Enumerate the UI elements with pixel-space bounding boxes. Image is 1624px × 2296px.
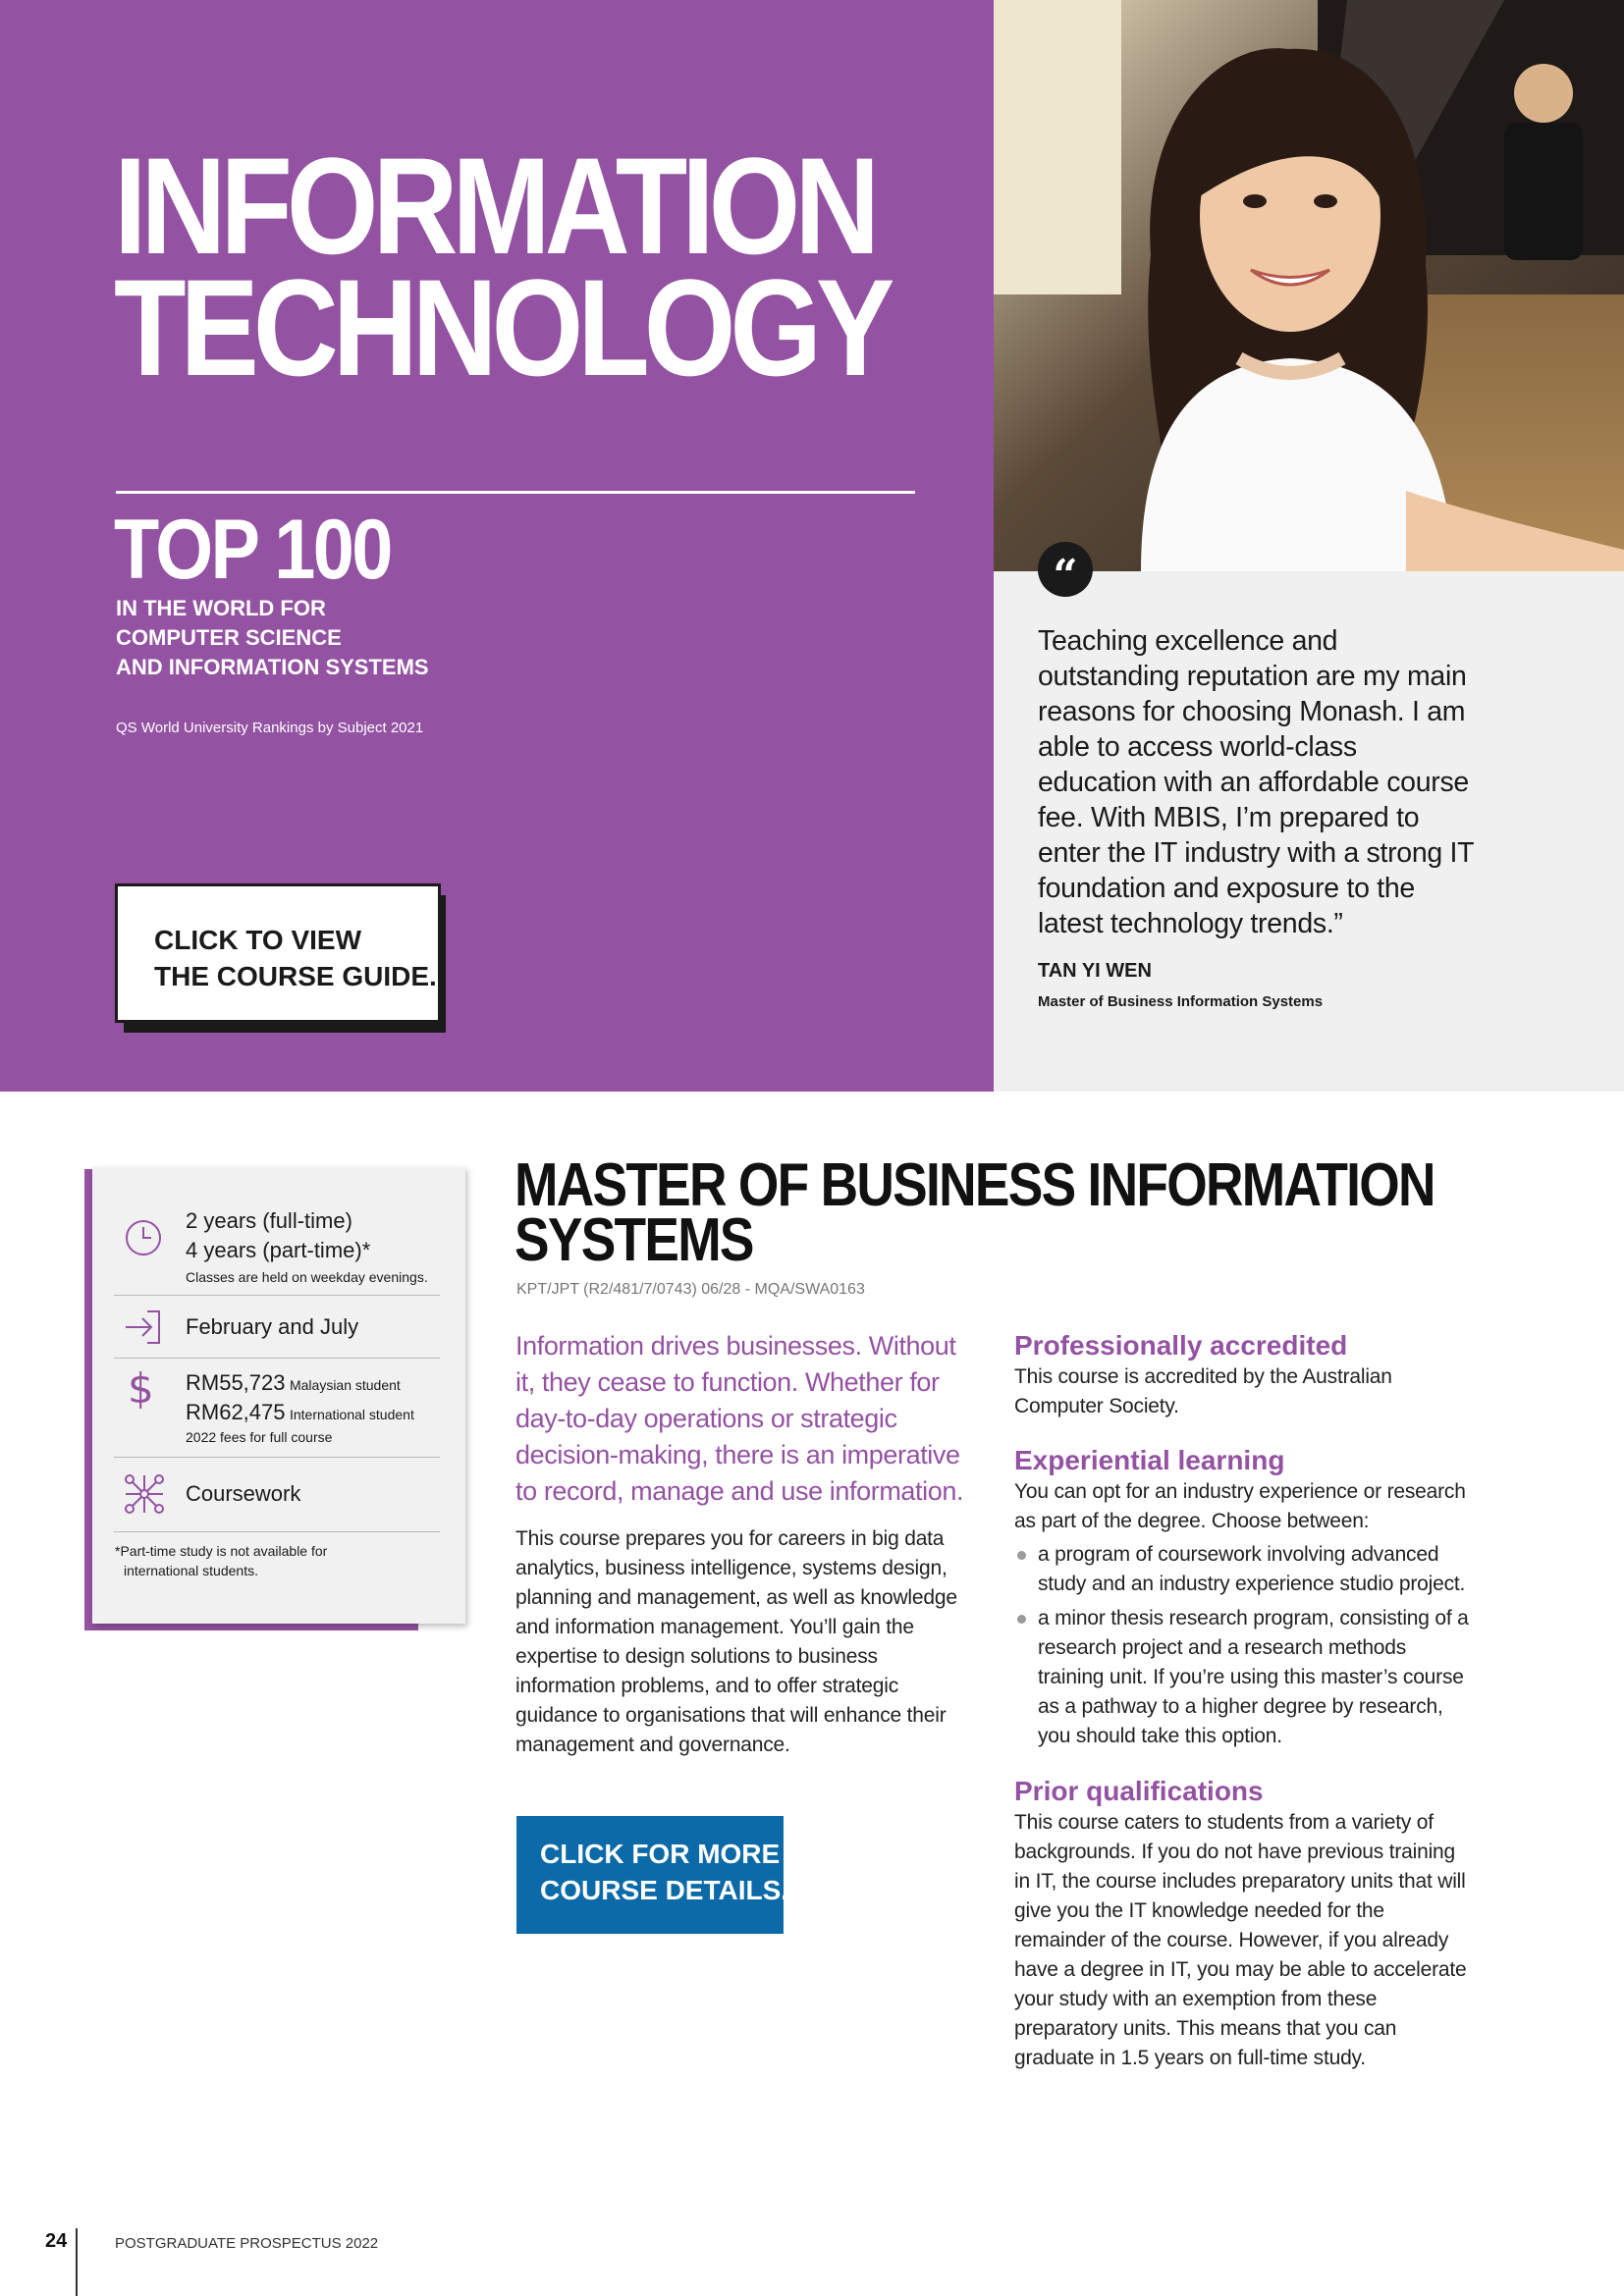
course-lead: Information drives businesses. Without it, they cease to function. Whether for day-to-day operations or strategic decision-making, there is an imperative to record, manage and use information. — [515, 1331, 964, 1506]
ranking-headline: TOP 100 — [114, 503, 391, 597]
course-guide-label-line2: THE COURSE GUIDE. — [154, 961, 437, 991]
part-time-footnote — [115, 1541, 327, 1580]
student-photo — [994, 0, 1624, 571]
list-item: a minor thesis research program, consisting of a research project and a research methods training unit. If you’re using this master’s course as a pathway to a higher degree by research, you should take this option. — [1014, 1604, 1476, 1751]
ranking-line3: AND INFORMATION SYSTEMS — [116, 655, 429, 679]
mode-row — [114, 1458, 440, 1532]
arrow-in-icon — [124, 1308, 165, 1351]
experiential-text: You can opt for an industry experience or research as part of the degree. Choose between: — [1014, 1480, 1466, 1532]
hero-title-line2: TECHNOLOGY — [114, 250, 890, 404]
course-guide-button[interactable] — [115, 883, 441, 1023]
fee-malaysian-label: Malaysian student — [289, 1377, 401, 1393]
accreditation-code: KPT/JPT (R2/481/7/0743) 06/28 - MQA/SWA0163 — [516, 1281, 865, 1298]
course-details-label-line1: CLICK FOR MORE — [540, 1839, 781, 1869]
ranking-description — [116, 594, 429, 682]
duration-part-time: 4 years (part-time)* — [186, 1238, 371, 1262]
testimonial-text: Teaching excellence and outstanding reputation are my main reasons for choosing Monash. I am able to access world-class education with an affordable course fee. With MBIS, I’m prepared to enter the IT industry with a strong IT foundation and exposure to the latest technology trends.” — [1038, 625, 1474, 939]
ranking-line2: COMPUTER SCIENCE — [116, 625, 342, 650]
course-title — [514, 1151, 1435, 1274]
intake-row — [114, 1296, 440, 1359]
course-title-line1: MASTER OF BUSINESS INFORMATION — [514, 1151, 1435, 1219]
ranking-source: QS World University Rankings by Subject 2021 — [116, 720, 424, 736]
hero-divider — [116, 491, 915, 494]
course-details-button[interactable] — [516, 1816, 789, 1934]
testimonial-name: TAN YI WEN — [1038, 960, 1152, 982]
fee-malaysian — [186, 1368, 401, 1398]
duration-row — [114, 1202, 440, 1296]
experiential-heading: Experiential learning — [1014, 1445, 1285, 1475]
accreditation-text: This course is accredited by the Australian Computer Society. — [1014, 1365, 1392, 1417]
prior-qualifications-section — [1014, 1775, 1476, 2073]
footer-divider — [76, 2228, 78, 2296]
course-description: This course prepares you for careers in big data analytics, business intelligence, systems design, planning and management, as well as knowledge and information management. You’ll gain the expertise to design solutions to business information problems, and to offer strategic guidance to organisations that will enhance their management and governance. — [515, 1527, 957, 1756]
fees-row — [114, 1359, 440, 1458]
prior-qualifications-heading: Prior qualifications — [1014, 1776, 1264, 1806]
hero-title-line1: INFORMATION — [114, 129, 875, 283]
accreditation-section — [1014, 1329, 1476, 1421]
footnote-line2: international students. — [124, 1563, 258, 1578]
hero-title — [114, 129, 890, 404]
dollar-icon: $ — [128, 1364, 154, 1413]
course-guide-label-line1: CLICK TO VIEW — [154, 925, 362, 955]
quote-icon: “ — [1038, 542, 1093, 597]
footnote-line1: *Part-time study is not available for — [115, 1543, 328, 1559]
clock-icon — [124, 1218, 163, 1262]
fee-international — [186, 1398, 414, 1427]
course-title-line2: SYSTEMS — [514, 1206, 753, 1274]
ranking-line1: IN THE WORLD FOR — [116, 596, 326, 620]
fee-malaysian-amount: RM55,723 — [186, 1370, 286, 1395]
publication-name: POSTGRADUATE PROSPECTUS 2022 — [115, 2235, 379, 2252]
page-number: 24 — [45, 2230, 68, 2252]
network-icon — [124, 1473, 165, 1520]
experiential-section — [1014, 1444, 1476, 1751]
fee-note: 2022 fees for full course — [186, 1429, 333, 1445]
course-details-label-line2: COURSE DETAILS. — [540, 1875, 789, 1905]
study-mode: Coursework — [186, 1481, 301, 1506]
accreditation-heading: Professionally accredited — [1014, 1330, 1348, 1361]
duration-note: Classes are held on weekday evenings. — [186, 1269, 428, 1285]
duration-full-time: 2 years (full-time) — [186, 1208, 352, 1233]
fee-international-label: International student — [289, 1407, 414, 1422]
list-item: a program of coursework involving advanced study and an industry experience studio project. — [1014, 1540, 1476, 1599]
intake-months: February and July — [186, 1314, 359, 1339]
testimonial-role: Master of Business Information Systems — [1038, 993, 1324, 1010]
fee-international-amount: RM62,475 — [186, 1400, 286, 1424]
prior-qualifications-text: This course caters to students from a variety of backgrounds. If you do not have previous training in IT, the course includes preparatory units that will give you the IT knowledge needed for the remainder of the course. However, if you already have a degree in IT, you may be able to accelerate your study with an exemption from these preparatory units. This means that you can graduate in 1.5 years on full-time study. — [1014, 1811, 1467, 2069]
